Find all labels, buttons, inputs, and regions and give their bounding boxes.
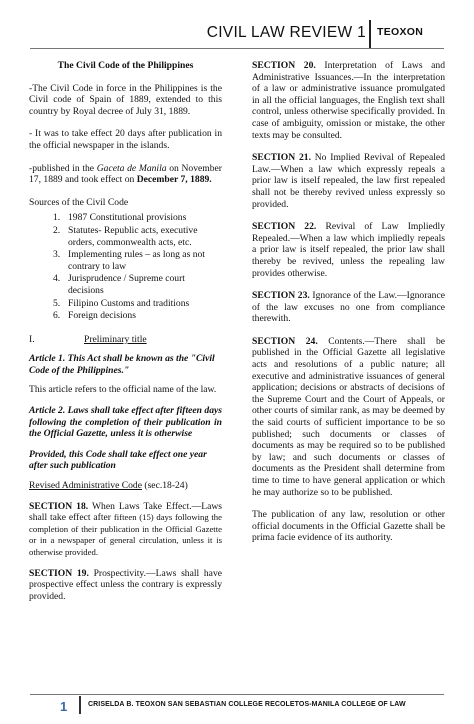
- section-label: SECTION 18.: [29, 500, 89, 512]
- list-item: 4. Jurisprudence / Supreme court decisions: [53, 273, 185, 296]
- section-label: SECTION 24.: [252, 335, 318, 347]
- list-item: 1. 1987 Constitutional provisions: [53, 212, 187, 224]
- section-label: SECTION 22.: [252, 221, 317, 233]
- proviso: Provided, this Code shall take effect one year after such publication: [29, 448, 207, 472]
- document-title: CIVIL LAW REVIEW 1: [206, 24, 366, 41]
- footer-rule: [30, 694, 444, 695]
- rac-reference: [29, 480, 222, 492]
- newspaper-name: Gaceta de Manila: [96, 162, 167, 174]
- roman-numeral: I.: [29, 333, 35, 345]
- article-1-note: This article refers to the official name of the law.: [29, 384, 217, 396]
- section-24: SECTION 24. Contents.—There shall be published in the Official Gazette all legislative acts and resolutions of a public nature; all executive and administrative issuances of general application; decisions or abstracts of decisions of the Supreme Court and the Court of Appeals, or other courts of similar rank, as may be deemed by the said courts of sufficient importance to be so published; such documents or classes of documents as may be required so to be published by law; and such documents or classes of documents as the President shall determine from time to time to have general application or which he may authorize so to be published.: [252, 335, 446, 498]
- rac-sections: (sec.18-24): [141, 480, 188, 492]
- sources-list: [29, 212, 222, 321]
- page-number: 1: [60, 699, 68, 714]
- footer-text: CRISELDA B. TEOXON SAN SEBASTIAN COLLEGE RECOLETOS-MANILA COLLEGE OF LAW: [88, 701, 406, 708]
- rac-title: Revised Administrative Code: [29, 480, 142, 492]
- section-20: SECTION 20. Interpretation of Laws and Administrative Issuances.—In the interpretation of a law or administrative issuance promulgated in all the official languages, the English text shall control, unless otherwise specifically provided. In case of ambiguity, omission or mistake, the other texts may be consulted.: [252, 60, 445, 141]
- footer-divider: [79, 696, 81, 714]
- preliminary-title-label: Preliminary title: [84, 333, 147, 345]
- paragraph: -The Civil Code in force in the Philippines is the Civil code of Spain of 1889, extended to this country by Royal decree of July 31, 1889.: [29, 82, 222, 117]
- section-22: SECTION 22. Revival of Law Impliedly Repealed.—When a law which impliedly repeals a prior law is itself repealed, the prior law shall thereby be revived, unless the repealing law provides otherwise.: [252, 221, 445, 279]
- section-label: SECTION 21.: [252, 152, 311, 164]
- left-column: [29, 60, 222, 613]
- header-rule: [30, 48, 444, 49]
- paragraph: - It was to take effect 20 days after publication in the official newspaper in the islands.: [29, 128, 222, 151]
- list-item: 3. Implementing rules – as long as not contrary to law: [53, 249, 205, 272]
- list-item: 5. Filipino Customs and traditions: [53, 297, 190, 309]
- list-item: 2. Statutes- Republic acts, executive orders, commonwealth acts, etc.: [53, 224, 198, 248]
- header-divider: [369, 20, 371, 48]
- preliminary-title: [29, 334, 222, 346]
- page-footer: [0, 694, 474, 716]
- article-2: Article 2. Laws shall take effect after fifteen days following the completion of their publication in the Official Gazette, unless it is otherwise: [29, 405, 222, 440]
- article-1: Article 1. This Act shall be known as the "Civil Code of the Philippines.": [29, 353, 215, 376]
- closing-paragraph: The publication of any law, resolution or other official documents in the Official Gazette shall be prima facie evidence of its authority.: [252, 509, 445, 544]
- list-item: 6. Foreign decisions: [53, 310, 136, 322]
- paragraph: [29, 163, 222, 186]
- section-label: SECTION 20.: [252, 60, 316, 71]
- effective-date: December 7, 1889.: [136, 174, 212, 186]
- section-21: SECTION 21. No Implied Revival of Repealed Law.—When a law which expressly repeals a prior law is itself repealed, the law first repealed shall not be thereby revived unless expressly so provided.: [252, 152, 445, 210]
- section-label: SECTION 23.: [252, 290, 310, 302]
- section-23: SECTION 23. Ignorance of the Law.—Ignorance of the law excuses no one from compliance therewith.: [252, 290, 445, 325]
- section-19: SECTION 19. Prospectivity.—Laws shall have prospective effect unless the contrary is expressly provided.: [29, 567, 222, 602]
- right-column: [252, 60, 445, 555]
- section-heading: The Civil Code of the Philippines: [57, 60, 194, 71]
- section-label: SECTION 19.: [29, 567, 89, 579]
- text: on November 17, 1889 and took effect on: [29, 162, 222, 186]
- text: -published in the: [29, 162, 97, 174]
- page-header: [0, 20, 474, 50]
- sources-label: Sources of the Civil Code: [29, 196, 129, 208]
- author-name: TEOXON: [377, 26, 424, 38]
- section-18: SECTION 18. When Laws Take Effect.—Laws shall take effect after fifteen (15) days following the completion of their publication in the Official Gazette or in a newspaper of general circulation, unless it is otherwise provided.: [29, 500, 223, 557]
